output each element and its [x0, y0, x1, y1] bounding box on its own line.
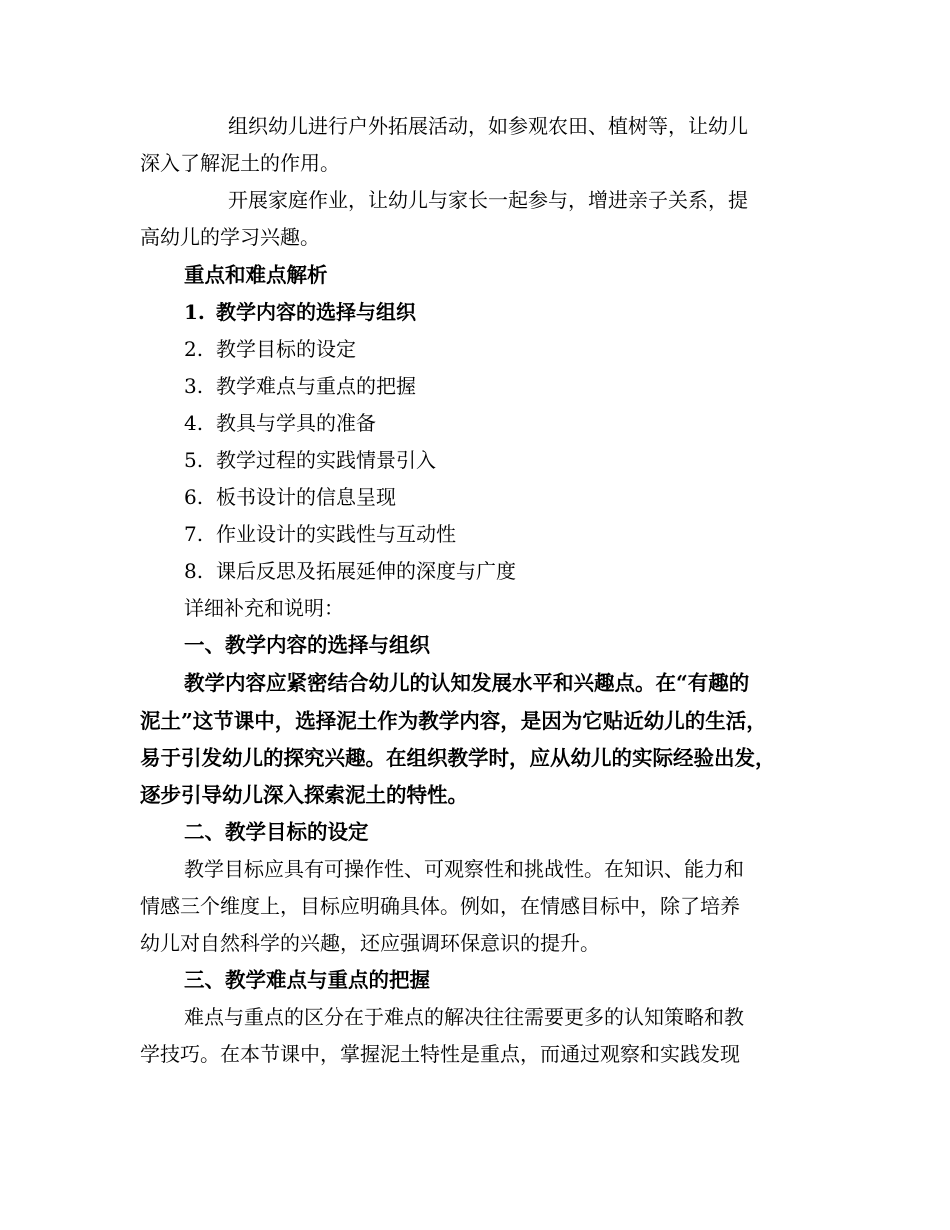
- section-body-line: 教学内容应紧密结合幼儿的认知发展水平和兴趣点。在“有趣的: [184, 671, 750, 695]
- list-text: 教具与学具的准备: [216, 411, 376, 435]
- list-number: 2.: [184, 337, 204, 361]
- supplement-label: 详细补充和说明：: [184, 596, 344, 620]
- list-number: 7.: [184, 522, 204, 546]
- list-number: 6.: [184, 485, 204, 509]
- list-text: 板书设计的信息呈现: [216, 485, 396, 509]
- list-number: 5.: [184, 448, 204, 472]
- section-body-line: 难点与重点的区分在于难点的解决往往需要更多的认知策略和教: [184, 1005, 744, 1029]
- section-body-line: 逐步引导幼儿深入探索泥土的特性。: [140, 783, 468, 807]
- list-item: [184, 448, 436, 472]
- list-text: 教学过程的实践情景引入: [216, 448, 436, 472]
- list-text: 作业设计的实践性与互动性: [216, 522, 456, 546]
- section-heading: 重点和难点解析: [184, 263, 328, 287]
- list-item: [184, 522, 456, 546]
- list-item: [184, 411, 376, 435]
- paragraph-line: 组织幼儿进行户外拓展活动，如参观农田、植树等，让幼儿: [228, 114, 748, 138]
- paragraph-line: 高幼儿的学习兴趣。: [140, 225, 320, 249]
- paragraph-line: 深入了解泥土的作用。: [140, 151, 340, 175]
- list-item: [184, 374, 416, 398]
- list-text: 教学难点与重点的把握: [216, 374, 416, 398]
- section-body-line: 教学目标应具有可操作性、可观察性和挑战性。在知识、能力和: [184, 857, 744, 881]
- list-text: 课后反思及拓展延伸的深度与广度: [216, 559, 516, 583]
- section-heading: 一、教学内容的选择与组织: [184, 633, 430, 657]
- section-body-line: 学技巧。在本节课中，掌握泥土特性是重点，而通过观察和实践发现: [140, 1042, 740, 1066]
- section-body-line: 幼儿对自然科学的兴趣，还应强调环保意识的提升。: [140, 931, 600, 955]
- list-text: 教学内容的选择与组织: [216, 300, 416, 324]
- list-item: [184, 559, 516, 583]
- list-item: [184, 485, 396, 509]
- list-text: 教学目标的设定: [216, 337, 356, 361]
- list-number: 4.: [184, 411, 204, 435]
- list-item: [184, 337, 356, 361]
- section-body-line: 泥土”这节课中，选择泥土作为教学内容，是因为它贴近幼儿的生活，: [140, 709, 767, 733]
- section-body-line: 易于引发幼儿的探究兴趣。在组织教学时，应从幼儿的实际经验出发，: [140, 746, 776, 770]
- section-body-line: 情感三个维度上，目标应明确具体。例如，在情感目标中，除了培养: [140, 894, 740, 918]
- list-item: [184, 300, 416, 324]
- paragraph-line: 开展家庭作业，让幼儿与家长一起参与，增进亲子关系，提: [228, 188, 748, 212]
- list-number: 8.: [184, 559, 204, 583]
- list-number: 1.: [184, 300, 205, 324]
- list-number: 3.: [184, 374, 204, 398]
- section-heading: 三、教学难点与重点的把握: [184, 968, 430, 992]
- section-heading: 二、教学目标的设定: [184, 820, 369, 844]
